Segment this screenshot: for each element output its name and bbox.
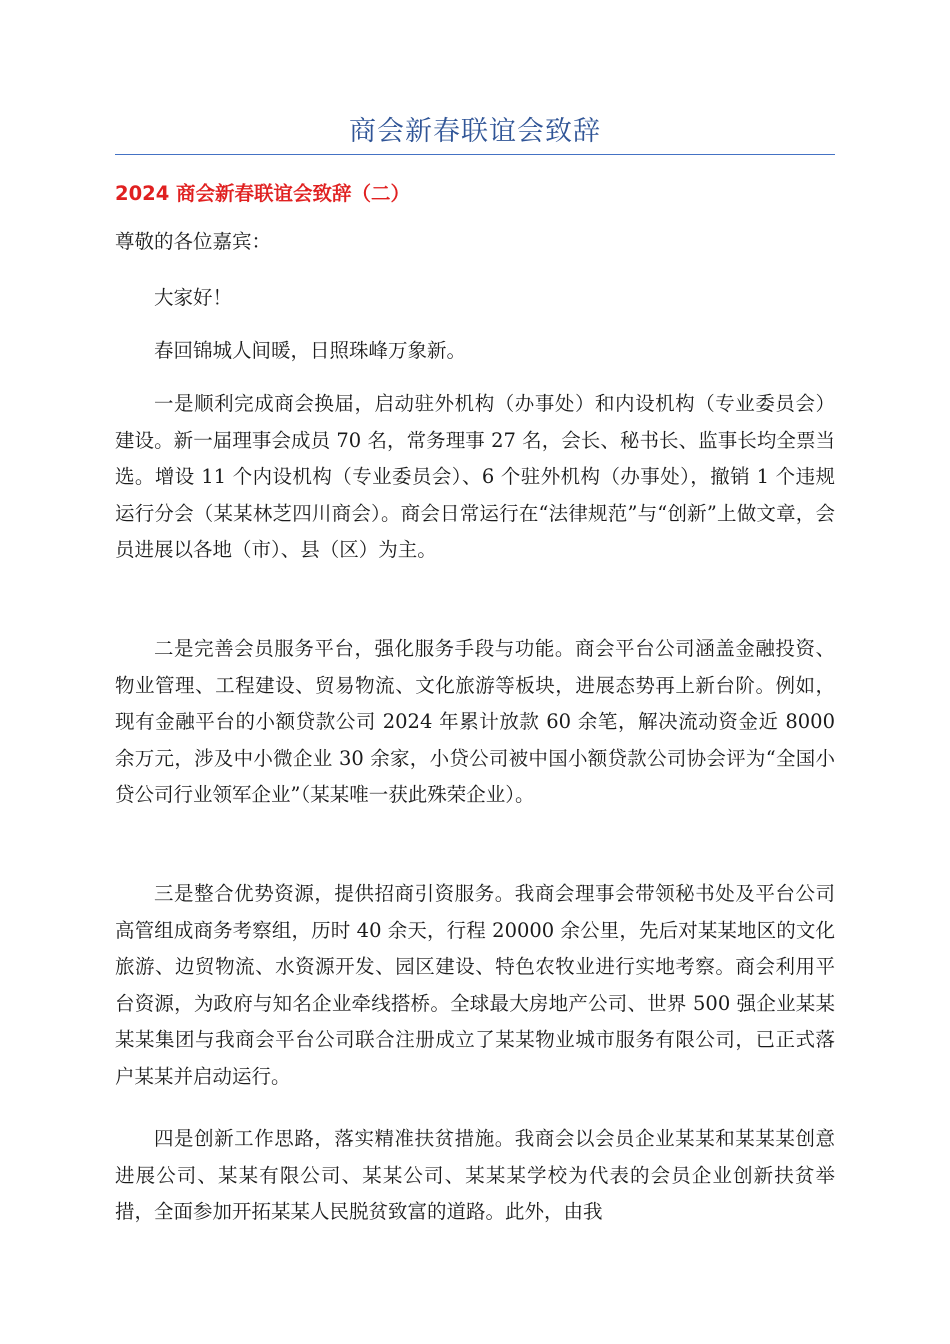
greeting: 大家好！ bbox=[154, 286, 233, 309]
salutation: 尊敬的各位嘉宾： bbox=[115, 230, 272, 253]
paragraph-1: 春回锦城人间暖，日照珠峰万象新。 bbox=[154, 339, 467, 362]
document-title: 商会新春联谊会致辞 bbox=[349, 116, 601, 147]
paragraph-5: 四是创新工作思路，落实精准扶贫措施。我商会以会员企业某某和某某某创意进展公司、某某有限公司、某某公司、某某某学校为代表的会员企业创新扶贫举措，全面参加开拓某某人民脱贫致富的道路。此外，由我 bbox=[115, 1127, 835, 1223]
title-underline bbox=[115, 154, 835, 155]
section-heading: 2024 商会新春联谊会致辞（二） bbox=[115, 182, 411, 205]
paragraph-3: 二是完善会员服务平台，强化服务手段与功能。商会平台公司涵盖金融投资、物业管理、工程建设、贸易物流、文化旅游等板块，进展态势再上新台阶。例如，现有金融平台的小额贷款公司 2024 年累计放款 60 余笔，解决流动资金近 8000 余万元，涉及中小微企业 30 余家，小贷公司被中国小额贷款公司协会评为“全国小贷公司行业领军企业”（某某唯一获此殊荣企业）。 bbox=[115, 637, 835, 806]
paragraph-4: 三是整合优势资源，提供招商引资服务。我商会理事会带领秘书处及平台公司高管组成商务考察组，历时 40 余天，行程 20000 余公里，先后对某某地区的文化旅游、边贸物流、水资源开发、园区建设、特色农牧业进行实地考察。商会利用平台资源，为政府与知名企业牵线搭桥。全球最大房地产公司、世界 500 强企业某某某某集团与我商会平台公司联合注册成立了某某物业城市服务有限公司，已正式落户某某并启动运行。 bbox=[115, 882, 835, 1088]
paragraph-2: 一是顺利完成商会换届，启动驻外机构（办事处）和内设机构（专业委员会）建设。新一届理事会成员 70 名，常务理事 27 名，会长、秘书长、监事长均全票当选。增设 11 个内设机构（专业委员会）、6 个驻外机构（办事处），撤销 1 个违规运行分会（某某林芝四川商会）。商会日常运行在“法律规范”与“创新”上做文章，会员进展以各地（市）、县（区）为主。 bbox=[115, 392, 835, 561]
